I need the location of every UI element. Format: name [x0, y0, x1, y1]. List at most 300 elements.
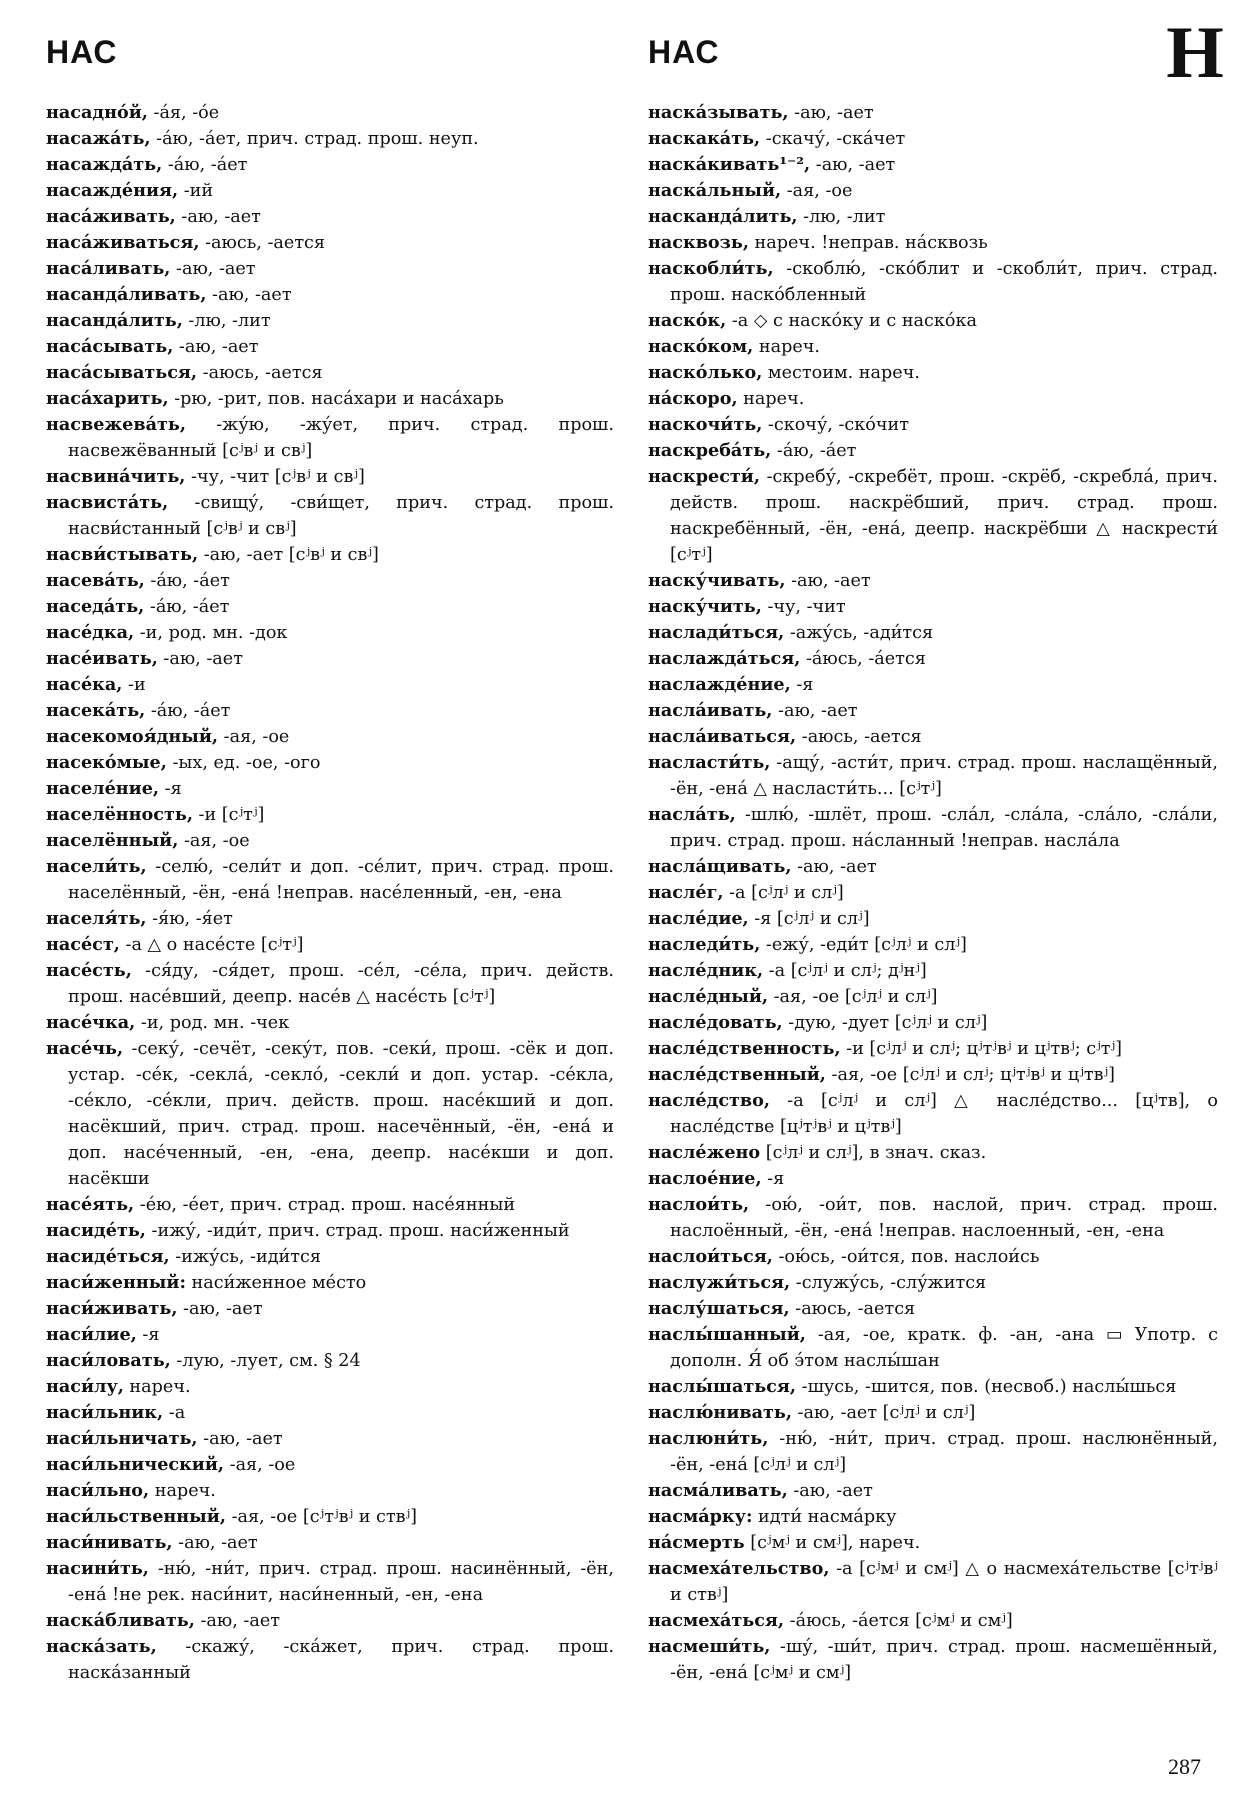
dictionary-entry — [648, 126, 1218, 152]
entry-headword: наседа́ть, — [46, 596, 145, 617]
entry-headword: наса́живаться, — [46, 232, 200, 253]
entry-headword: наслюни́ть, — [648, 1428, 769, 1449]
entry-headword: насели́ть, — [46, 856, 147, 877]
dictionary-entry — [648, 1010, 1218, 1036]
dictionary-entry — [648, 620, 1218, 646]
left-column — [46, 100, 614, 1686]
dictionary-entry — [648, 1478, 1218, 1504]
dictionary-entry — [648, 672, 1218, 698]
dictionary-entry — [46, 1530, 614, 1556]
entry-grammar: -селю́, -сели́т и доп. -се́лит, прич. страд. прош. населённый, -ён, -ена́ !неправ. насе́ленный, -ен, -ена — [68, 857, 614, 903]
entry-grammar: -ою́сь, -ои́тся, пов. наслои́сь — [772, 1247, 1040, 1267]
entry-headword: насе́чь, — [46, 1038, 124, 1059]
entry-headword: насле́дный, — [648, 986, 769, 1007]
dictionary-entry — [648, 594, 1218, 620]
dictionary-entry — [46, 1322, 614, 1348]
entry-headword: наси́льничать, — [46, 1428, 198, 1449]
entry-grammar: -секу́, -сечёт, -секу́т, пов. -секи́, прош. -сёк и доп. устар. -се́к, -секла́, -секло́, -секли́ и доп. устар. -се́кла, -се́кло, -се́кли, прич. действ. прош. насе́кший и доп. насёкший, прич. страд. прош. насечённый, -ён, -ена́ и доп. насе́ченный, -ен, -ена, деепр. насе́кши и доп. насёкши — [68, 1039, 614, 1189]
entry-headword: наслое́ние, — [648, 1168, 762, 1189]
entry-grammar: -ая, -ое — [218, 727, 290, 747]
entry-grammar: -рю, -рит, пов. наса́хари и наса́харь — [168, 389, 504, 409]
entry-headword: наса́сывать, — [46, 336, 174, 357]
entry-grammar: -а [сʲлʲ и слʲ; дʲнʲ] — [763, 961, 927, 981]
entry-headword: наска́зать, — [46, 1636, 157, 1657]
dictionary-entry — [46, 360, 614, 386]
dictionary-entry — [46, 724, 614, 750]
entry-grammar: -ню́, -ни́т, прич. страд. прош. насинённый, -ён, -ена́ !не рек. наси́нит, наси́ненный, -ен, -ена — [68, 1559, 614, 1605]
entry-headword: насла́щивать, — [648, 856, 792, 877]
entry-grammar: -а́ю, -а́ет — [145, 701, 231, 721]
entry-headword: на́смерть — [648, 1532, 745, 1553]
entry-headword: наса́ливать, — [46, 258, 171, 279]
entry-headword: наско́ком, — [648, 336, 754, 357]
dictionary-entry — [648, 256, 1218, 308]
entry-grammar: -а — [163, 1403, 186, 1423]
entry-headword: насе́чка, — [46, 1012, 136, 1033]
dictionary-entry — [46, 932, 614, 958]
dictionary-entry — [648, 178, 1218, 204]
entry-grammar: -и — [122, 675, 146, 695]
entry-headword: насле́дство, — [648, 1090, 771, 1111]
dictionary-entry — [648, 1504, 1218, 1530]
entry-headword: наску́чивать, — [648, 570, 786, 591]
entry-headword: насле́довать, — [648, 1012, 783, 1033]
entry-grammar: -я — [159, 779, 182, 799]
entry-grammar: -лую, -лует, см. § 24 — [170, 1351, 361, 1371]
dictionary-entry — [648, 1296, 1218, 1322]
entry-grammar: -е́ю, -е́ет, прич. страд. прош. насе́янный — [134, 1195, 516, 1215]
entry-headword: насви́стывать, — [46, 544, 199, 565]
dictionary-entry — [648, 230, 1218, 256]
entry-grammar: идти́ насма́рку — [752, 1507, 897, 1527]
entry-headword: насканда́лить, — [648, 206, 798, 227]
entry-headword: насле́дие, — [648, 908, 749, 929]
entry-grammar: -ая, -ое — [781, 181, 853, 201]
dictionary-entry — [46, 750, 614, 776]
dictionary-entry — [46, 802, 614, 828]
dictionary-entry — [46, 282, 614, 308]
entry-grammar: -аю, -ает — [810, 155, 896, 175]
entry-grammar: -аю, -ает — [173, 337, 259, 357]
entry-grammar: -и [сʲтʲ] — [192, 805, 265, 825]
dictionary-entry — [648, 1270, 1218, 1296]
dictionary-entry — [46, 256, 614, 282]
dictionary-entry — [648, 802, 1218, 854]
entry-grammar: -скачу́, -ска́чет — [760, 129, 906, 149]
entry-grammar: -аюсь, -ается — [789, 1299, 916, 1319]
entry-headword: насе́сть, — [46, 960, 132, 981]
dictionary-entry — [648, 1140, 1218, 1166]
entry-headword: наси́льственный, — [46, 1506, 226, 1527]
letter-tab: Н — [1166, 12, 1224, 94]
entry-grammar: -ая, -ое [сʲлʲ и слʲ; цʲтʲвʲ и цʲтвʲ] — [825, 1065, 1115, 1085]
entry-headword: наскобли́ть, — [648, 258, 774, 279]
dictionary-entry — [46, 568, 614, 594]
entry-grammar: -аю, -ает — [772, 701, 858, 721]
entry-grammar: -а́ю, -а́ет — [162, 155, 248, 175]
entry-headword: насвежева́ть, — [46, 414, 186, 435]
entry-headword: наси́женный: — [46, 1272, 186, 1293]
entry-grammar: -а ◇ с наско́ку и с наско́ка — [726, 311, 977, 331]
dictionary-entry — [648, 568, 1218, 594]
dictionary-entry — [46, 386, 614, 412]
dictionary-entry — [648, 1556, 1218, 1608]
dictionary-entry — [648, 334, 1218, 360]
dictionary-entry — [46, 1374, 614, 1400]
entry-headword: наска́бливать, — [46, 1610, 195, 1631]
dictionary-entry — [648, 204, 1218, 230]
dictionary-entry — [46, 230, 614, 256]
dictionary-entry — [46, 1634, 614, 1686]
entry-headword: насе́ивать, — [46, 648, 158, 669]
dictionary-entry — [46, 1296, 614, 1322]
entry-grammar: -и [сʲлʲ и слʲ; цʲтʲвʲ и цʲтвʲ; сʲтʲ] — [840, 1039, 1123, 1059]
dictionary-entry — [648, 1530, 1218, 1556]
entry-grammar: -ажу́сь, -ади́тся — [784, 623, 934, 643]
entry-headword: наследи́ть, — [648, 934, 761, 955]
dictionary-entry — [46, 1010, 614, 1036]
entry-grammar: -а́ю, -а́ет — [144, 571, 230, 591]
entry-grammar: -шусь, -шится, пов. (несвоб.) наслы́шься — [796, 1377, 1177, 1397]
entry-headword: наси́льно, — [46, 1480, 150, 1501]
entry-grammar: -а [сʲмʲ и смʲ] △ о насмеха́тельстве [сʲтʲвʲ и ствʲ] — [670, 1559, 1218, 1605]
entry-headword: на́скоро, — [648, 388, 738, 409]
dictionary-entry — [648, 958, 1218, 984]
entry-headword: насева́ть, — [46, 570, 145, 591]
entry-grammar: -аю, -ает — [785, 571, 871, 591]
entry-headword: насма́ливать, — [648, 1480, 788, 1501]
entry-grammar: -а △ о насе́сте [сʲтʲ] — [119, 935, 304, 955]
entry-headword: наслои́ть, — [648, 1194, 750, 1215]
entry-grammar: -аю, -ает — [788, 103, 874, 123]
entry-grammar: -аю, -ает [сʲвʲ и свʲ] — [198, 545, 379, 565]
dictionary-entry — [648, 854, 1218, 880]
entry-headword: насиде́ться, — [46, 1246, 170, 1267]
entry-headword: наско́к, — [648, 310, 727, 331]
entry-grammar: местоим. нареч. — [762, 363, 920, 383]
entry-headword: наси́живать, — [46, 1298, 178, 1319]
dictionary-entry — [648, 386, 1218, 412]
entry-grammar: -ою́, -ои́т, пов. наслой, прич. страд. прош. наслоённый, -ён, -ена́ !неправ. наслоенный, -ен, -ена — [670, 1195, 1218, 1241]
dictionary-entry — [46, 828, 614, 854]
dictionary-entry — [648, 1062, 1218, 1088]
dictionary-entry — [46, 906, 614, 932]
entry-grammar: нареч. — [753, 337, 820, 357]
dictionary-entry — [46, 308, 614, 334]
dictionary-entry — [46, 1244, 614, 1270]
entry-headword: наси́льнический, — [46, 1454, 225, 1475]
entry-headword: насекомоя́дный, — [46, 726, 219, 747]
dictionary-entry — [648, 646, 1218, 672]
entry-headword: наслажде́ние, — [648, 674, 791, 695]
entry-headword: насма́рку: — [648, 1506, 753, 1527]
entry-grammar: -и, род. мн. -док — [134, 623, 288, 643]
entry-grammar: -аю, -ает — [194, 1611, 280, 1631]
entry-grammar: наси́женное ме́сто — [185, 1273, 367, 1293]
entry-headword: населя́ть, — [46, 908, 147, 929]
entry-headword: населённость, — [46, 804, 193, 825]
entry-grammar: -служу́сь, -слу́жится — [790, 1273, 987, 1293]
dictionary-entry — [46, 126, 614, 152]
entry-grammar: -аю, -ает — [175, 207, 261, 227]
entry-headword: насмеха́ться, — [648, 1610, 785, 1631]
dictionary-entry — [46, 1036, 614, 1192]
entry-grammar: -аю, -ает — [177, 1299, 263, 1319]
entry-grammar: -ых, ед. -ое, -ого — [166, 753, 321, 773]
dictionary-entry — [46, 1426, 614, 1452]
entry-headword: насла́ть, — [648, 804, 736, 825]
entry-grammar: -а́ю, -а́ет, прич. страд. прош. неуп. — [150, 129, 479, 149]
dictionary-entry — [648, 1244, 1218, 1270]
dictionary-entry — [46, 1270, 614, 1296]
entry-headword: наслю́нивать, — [648, 1402, 792, 1423]
entry-grammar: -ижу́, -иди́т, прич. страд. прош. наси́женный — [145, 1221, 570, 1241]
entry-grammar: -дую, -дует [сʲлʲ и слʲ] — [782, 1013, 988, 1033]
entry-headword: наси́нивать, — [46, 1532, 173, 1553]
entry-headword: насле́дник, — [648, 960, 764, 981]
entry-headword: наско́лько, — [648, 362, 763, 383]
entry-headword: наслы́шаться, — [648, 1376, 797, 1397]
entry-headword: насиде́ть, — [46, 1220, 146, 1241]
entry-grammar: -ижу́сь, -иди́тся — [169, 1247, 321, 1267]
entry-grammar: -ню́, -ни́т, прич. страд. прош. наслюнённый, -ён, -ена́ [сʲлʲ и слʲ] — [670, 1429, 1218, 1475]
entry-headword: насле́г, — [648, 882, 724, 903]
entry-headword: наслу́шаться, — [648, 1298, 790, 1319]
entry-headword: насле́дственный, — [648, 1064, 826, 1085]
entry-headword: насе́дка, — [46, 622, 135, 643]
entry-grammar: [сʲмʲ и смʲ], нареч. — [744, 1533, 921, 1553]
dictionary-entry — [648, 1634, 1218, 1686]
right-column — [648, 100, 1218, 1686]
entry-headword: насажде́ния, — [46, 180, 179, 201]
entry-grammar: -чу, -чит [сʲвʲ и свʲ] — [185, 467, 365, 487]
entry-grammar: -скочу́, -ско́чит — [762, 415, 909, 435]
entry-grammar: -я [сʲлʲ и слʲ] — [748, 909, 870, 929]
entry-grammar: -аю, -ает — [172, 1533, 258, 1553]
dictionary-entry — [648, 1322, 1218, 1374]
entry-grammar: -ащу́, -асти́т, прич. страд. прош. наслащённый, -ён, -ена́ △ насласти́ть... [сʲтʲ] — [670, 753, 1218, 799]
dictionary-entry — [648, 880, 1218, 906]
dictionary-entry — [46, 178, 614, 204]
dictionary-entry — [648, 100, 1218, 126]
entry-grammar: -аюсь, -ается — [199, 233, 326, 253]
entry-headword: насле́жено — [648, 1142, 761, 1163]
dictionary-entry — [46, 1504, 614, 1530]
dictionary-entry — [46, 490, 614, 542]
dictionary-entry — [648, 464, 1218, 568]
entry-grammar: -а́ю, -а́ет — [144, 597, 230, 617]
entry-headword: наскрести́, — [648, 466, 760, 487]
dictionary-entry — [46, 698, 614, 724]
entry-grammar: -жу́ю, -жу́ет, прич. страд. прош. насвежёванный [сʲвʲ и свʲ] — [68, 415, 614, 461]
entry-headword: наслои́ться, — [648, 1246, 773, 1267]
page-number: 287 — [1168, 1754, 1201, 1779]
dictionary-entry — [648, 932, 1218, 958]
dictionary-entry — [46, 1478, 614, 1504]
dictionary-entry — [46, 854, 614, 906]
entry-grammar: -аю, -ает — [197, 1429, 283, 1449]
dictionary-entry — [648, 360, 1218, 386]
entry-headword: насла́иваться, — [648, 726, 797, 747]
dictionary-entry — [46, 958, 614, 1010]
entry-headword: наска́кивать¹⁻², — [648, 154, 811, 175]
entry-grammar: -ая, -ое, кратк. ф. -ан, -ана ▭ Употр. с дополн. Я́ об э́том наслы́шан — [670, 1325, 1218, 1371]
entry-headword: насажда́ть, — [46, 154, 163, 175]
entry-grammar: -ежу́, -еди́т [сʲлʲ и слʲ] — [760, 935, 967, 955]
entry-headword: насини́ть, — [46, 1558, 149, 1579]
entry-headword: наса́сываться, — [46, 362, 198, 383]
entry-headword: наслади́ться, — [648, 622, 785, 643]
entry-headword: насле́дственность, — [648, 1038, 841, 1059]
entry-grammar: -я — [761, 1169, 785, 1189]
dictionary-entry — [46, 542, 614, 568]
entry-grammar: -и, род. мн. -чек — [135, 1013, 290, 1033]
running-head-left: НАС — [46, 34, 118, 70]
entry-grammar: -скоблю́, -ско́блит и -скобли́т, прич. страд. прош. наско́бленный — [670, 259, 1218, 305]
entry-grammar: -аю, -ает [сʲлʲ и слʲ] — [791, 1403, 976, 1423]
entry-grammar: -лю, -лит — [797, 207, 886, 227]
entry-grammar: нареч. — [737, 389, 805, 409]
dictionary-entry — [648, 750, 1218, 802]
entry-headword: наса́харить, — [46, 388, 169, 409]
entry-grammar: -свищу́, -сви́щет, прич. страд. прош. насви́станный [сʲвʲ и свʲ] — [68, 493, 614, 539]
entry-grammar: -ая, -ое — [178, 831, 250, 851]
dictionary-entry — [648, 1426, 1218, 1478]
entry-headword: наскака́ть, — [648, 128, 761, 149]
entry-grammar: [сʲлʲ и слʲ], в знач. сказ. — [760, 1143, 987, 1163]
entry-grammar: -ая, -ое [сʲлʲ и слʲ] — [768, 987, 938, 1007]
entry-headword: насвина́чить, — [46, 466, 186, 487]
entry-headword: насажа́ть, — [46, 128, 151, 149]
dictionary-entry — [46, 1218, 614, 1244]
entry-headword: наскочи́ть, — [648, 414, 763, 435]
entry-headword: насе́ст, — [46, 934, 120, 955]
entry-grammar: -аю, -ает — [157, 649, 243, 669]
dictionary-entry — [46, 100, 614, 126]
dictionary-entry — [648, 412, 1218, 438]
entry-headword: насеко́мые, — [46, 752, 167, 773]
entry-grammar: -я́ю, -я́ет — [146, 909, 233, 929]
dictionary-entry — [648, 1608, 1218, 1634]
dictionary-entry — [46, 620, 614, 646]
entry-grammar: -ся́ду, -ся́дет, прош. -се́л, -се́ла, прич. действ. прош. насе́вший, деепр. насе́в △ насе́сть [сʲтʲ] — [68, 961, 614, 1007]
entry-grammar: -ая, -ое — [224, 1455, 296, 1475]
entry-headword: насе́ка, — [46, 674, 123, 695]
dictionary-entry — [648, 438, 1218, 464]
entry-grammar: -ий — [178, 181, 214, 201]
dictionary-entry — [46, 776, 614, 802]
entry-headword: насвиста́ть, — [46, 492, 169, 513]
entry-headword: наси́льник, — [46, 1402, 164, 1423]
entry-grammar: -ая, -ое [сʲтʲвʲ и ствʲ] — [225, 1507, 418, 1527]
entry-headword: насека́ть, — [46, 700, 146, 721]
entry-headword: наску́чить, — [648, 596, 762, 617]
entry-grammar: -а́ю, -а́ет — [771, 441, 857, 461]
entry-headword: наси́лу, — [46, 1376, 124, 1397]
dictionary-entry — [46, 334, 614, 360]
entry-grammar: -аю, -ает — [791, 857, 877, 877]
entry-grammar: нареч. !неправ. на́сквозь — [748, 233, 988, 253]
entry-headword: наска́льный, — [648, 180, 782, 201]
entry-grammar: -чу, -чит — [761, 597, 846, 617]
dictionary-entry — [46, 594, 614, 620]
entry-headword: насквозь, — [648, 232, 749, 253]
dictionary-entry — [46, 412, 614, 464]
dictionary-entry — [46, 204, 614, 230]
dictionary-entry — [648, 1400, 1218, 1426]
entry-headword: наслы́шанный, — [648, 1324, 806, 1345]
dictionary-entry — [648, 984, 1218, 1010]
entry-headword: насмеха́тельство, — [648, 1558, 830, 1579]
entry-grammar: -я — [790, 675, 814, 695]
entry-headword: насанда́ливать, — [46, 284, 207, 305]
entry-grammar: -а [сʲлʲ и слʲ] △ насле́дство... [цʲтв], о насле́дстве [цʲтʲвʲ и цʲтвʲ] — [670, 1091, 1218, 1137]
entry-headword: населе́ние, — [46, 778, 160, 799]
entry-headword: наслажда́ться, — [648, 648, 801, 669]
entry-grammar: -а́юсь, -а́ется [сʲмʲ и смʲ] — [784, 1611, 1013, 1631]
entry-headword: насанда́лить, — [46, 310, 183, 331]
dictionary-entry — [648, 698, 1218, 724]
entry-headword: населённый, — [46, 830, 179, 851]
dictionary-entry — [46, 152, 614, 178]
dictionary-entry — [648, 1088, 1218, 1140]
entry-grammar: -шу́, -ши́т, прич. страд. прош. насмешённый, -ён, -ена́ [сʲмʲ и смʲ] — [670, 1637, 1218, 1683]
dictionary-entry — [46, 672, 614, 698]
dictionary-entry — [46, 1556, 614, 1608]
entry-headword: наси́ловать, — [46, 1350, 171, 1371]
entry-grammar: -лю, -лит — [182, 311, 271, 331]
dictionary-entry — [46, 1192, 614, 1218]
entry-headword: насла́ивать, — [648, 700, 773, 721]
entry-headword: наскреба́ть, — [648, 440, 772, 461]
dictionary-entry — [46, 464, 614, 490]
entry-grammar: -скажу́, -ска́жет, прич. страд. прош. наска́занный — [68, 1637, 614, 1683]
entry-grammar: -я — [136, 1325, 160, 1345]
entry-headword: наса́живать, — [46, 206, 176, 227]
dictionary-entry — [46, 1348, 614, 1374]
entry-headword: насе́ять, — [46, 1194, 135, 1215]
dictionary-entry — [648, 1036, 1218, 1062]
entry-grammar: -а́юсь, -а́ется — [800, 649, 926, 669]
dictionary-entry — [46, 1400, 614, 1426]
entry-headword: наслужи́ться, — [648, 1272, 791, 1293]
entry-grammar: нареч. — [123, 1377, 191, 1397]
dictionary-entry — [46, 1608, 614, 1634]
dictionary-entry — [648, 1166, 1218, 1192]
dictionary-entry — [648, 308, 1218, 334]
dictionary-entry — [46, 1452, 614, 1478]
entry-headword: наска́зывать, — [648, 102, 789, 123]
entry-headword: насмеши́ть, — [648, 1636, 771, 1657]
entry-headword: насадно́й, — [46, 102, 148, 123]
entry-headword: насласти́ть, — [648, 752, 771, 773]
dictionary-entry — [46, 646, 614, 672]
running-head-right: НАС — [648, 34, 720, 70]
entry-grammar: -скребу́, -скребёт, прош. -скрёб, -скребла́, прич. действ. прош. наскрёбший, прич. страд. прош. наскребённый, -ён, -ена́, деепр. наскрёбши △ наскрести́ [сʲтʲ] — [670, 467, 1218, 565]
entry-grammar: -аю, -ает — [206, 285, 292, 305]
dictionary-entry — [648, 1192, 1218, 1244]
entry-grammar: -шлю́, -шлёт, прош. -сла́л, -сла́ла, -сла́ло, -сла́ли, прич. страд. прош. на́сланный !неправ. насла́ла — [670, 805, 1218, 851]
dictionary-entry — [648, 1374, 1218, 1400]
dictionary-entry — [648, 906, 1218, 932]
entry-grammar: -аюсь, -ается — [197, 363, 323, 383]
entry-grammar: -а [сʲлʲ и слʲ] — [723, 883, 844, 903]
entry-grammar: нареч. — [149, 1481, 216, 1501]
entry-grammar: -аюсь, -ается — [796, 727, 922, 747]
entry-grammar: -аю, -ает — [787, 1481, 873, 1501]
entry-grammar: -аю, -ает — [170, 259, 256, 279]
entry-headword: наси́лие, — [46, 1324, 137, 1345]
